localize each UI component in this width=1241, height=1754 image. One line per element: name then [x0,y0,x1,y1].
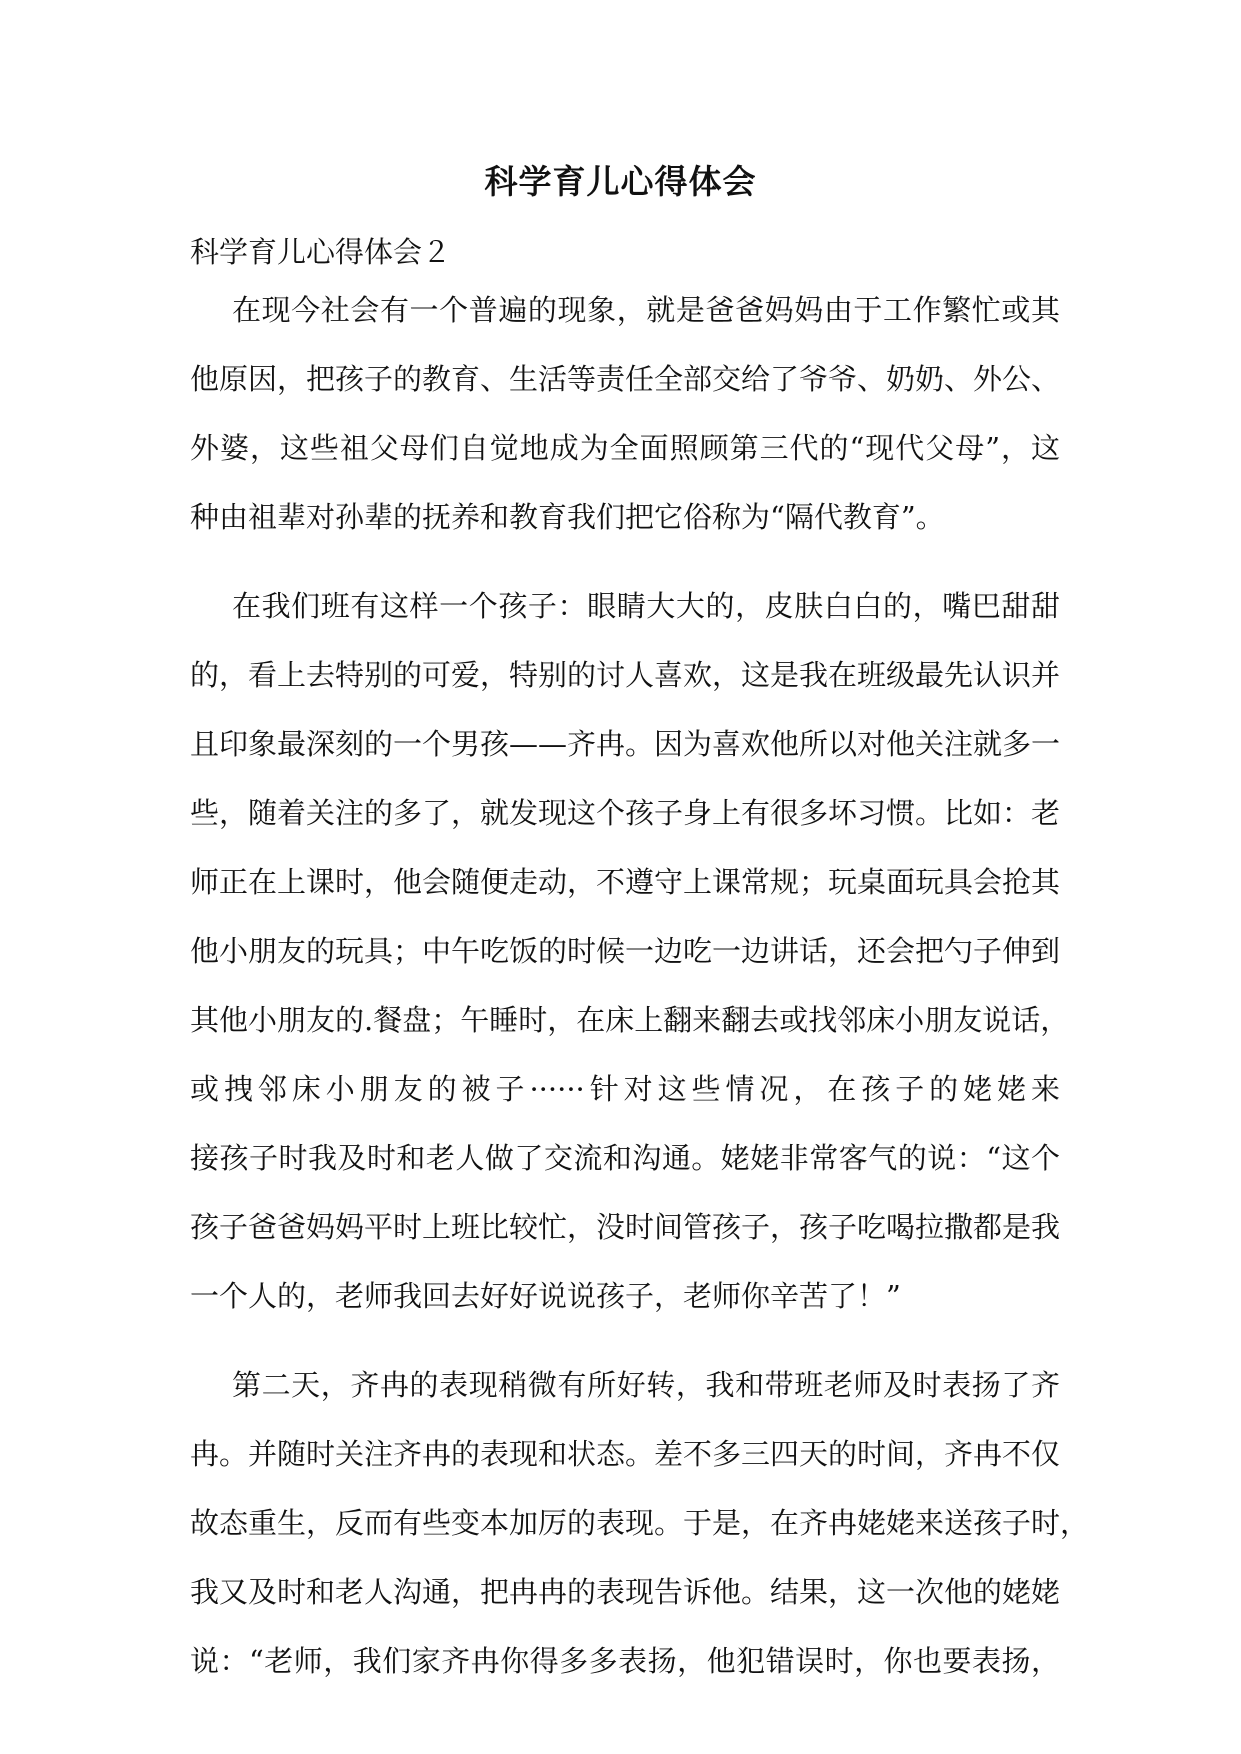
paragraph-line: 孩子爸爸妈妈平时上班比较忙，没时间管孩子，孩子吃喝拉撒都是我 [190,1210,1061,1244]
paragraph-line: 种由祖辈对孙辈的抚养和教育我们把它俗称为“隔代教育”。 [190,500,945,534]
paragraph-line: 在现今社会有一个普遍的现象，就是爸爸妈妈由于工作繁忙或其 [232,293,1060,327]
paragraph-2 [190,584,1070,1343]
paragraph-line: 或拽邻床小朋友的被子······针对这些情况，在孩子的姥姥来 [190,1072,1060,1106]
paragraph-line: 他小朋友的玩具；中午吃饭的时候一边吃一边讲话，还会把勺子伸到 [190,934,1061,968]
paragraph-line: 其他小朋友的.餐盘；午睡时，在床上翻来翻去或找邻床小朋友说话， [190,1003,1070,1037]
paragraph-line: 些，随着关注的多了，就发现这个孩子身上有很多坏习惯。比如：老 [190,796,1061,830]
paragraph-line: 说：“老师，我们家齐冉你得多多表扬，他犯错误时，你也要表扬， [190,1644,1060,1678]
document-subtitle: 科学育儿心得体会２ [190,235,452,269]
paragraph-line: 接孩子时我及时和老人做了交流和沟通。姥姥非常客气的说：“这个 [190,1141,1060,1175]
document-body [190,288,1090,1728]
paragraph-line: 第二天，齐冉的表现稍微有所好转，我和带班老师及时表扬了齐 [232,1368,1060,1402]
paragraph-line: 冉。并随时关注齐冉的表现和状态。差不多三四天的时间，齐冉不仅 [190,1437,1061,1471]
paragraph-line: 一个人的，老师我回去好好说说孩子，老师你辛苦了！” [190,1279,901,1313]
paragraph-1 [190,288,1060,564]
document-title: 科学育儿心得体会 [484,162,757,201]
paragraph-line: 他原因，把孩子的教育、生活等责任全部交给了爷爷、奶奶、外公、 [190,362,1061,396]
paragraph-line: 故态重生，反而有些变本加厉的表现。于是，在齐冉姥姥来送孩子时， [190,1506,1090,1540]
paragraph-line: 且印象最深刻的一个男孩——齐冉。因为喜欢他所以对他关注就多一 [190,727,1061,761]
paragraph-line: 外婆，这些祖父母们自觉地成为全面照顾第三代的“现代父母”，这 [190,431,1060,465]
paragraph-line: 的，看上去特别的可爱，特别的讨人喜欢，这是我在班级最先认识并 [190,658,1061,692]
paragraph-line: 我又及时和老人沟通，把冉冉的表现告诉他。结果，这一次他的姥姥 [190,1575,1061,1609]
paragraph-line: 师正在上课时，他会随便走动，不遵守上课常规；玩桌面玩具会抢其 [190,865,1061,899]
paragraph-line: 在我们班有这样一个孩子：眼睛大大的，皮肤白白的，嘴巴甜甜 [232,589,1060,623]
paragraph-3 [190,1363,1090,1708]
